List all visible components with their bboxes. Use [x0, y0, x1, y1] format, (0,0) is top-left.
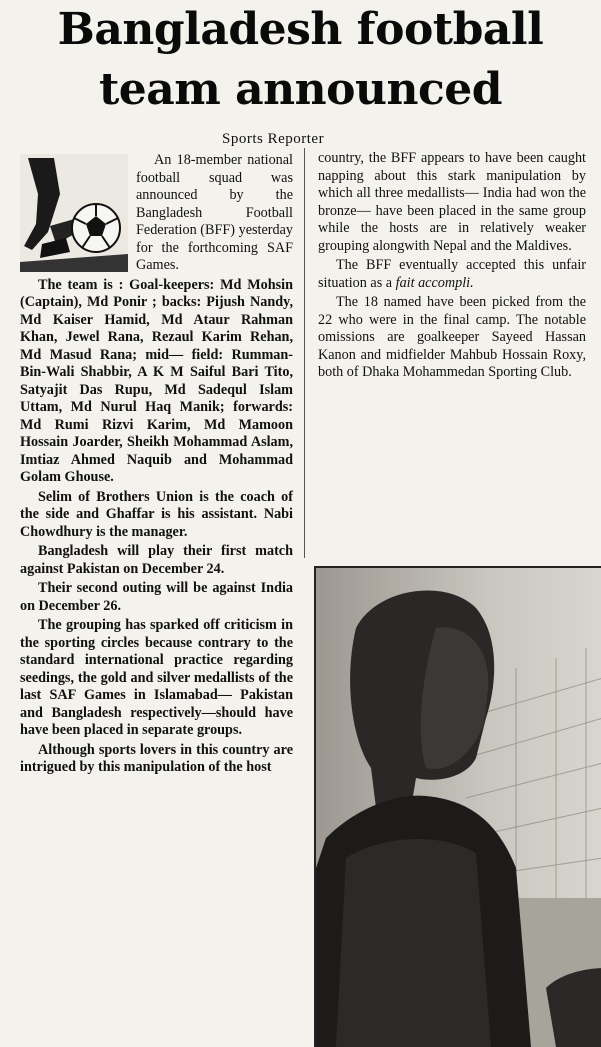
football-kick-icon: [20, 154, 128, 272]
article-column-1: [20, 152, 293, 777]
paragraph-sports-lovers: Although sports lovers in this country are intrigued by this manipulation of the host: [20, 741, 293, 775]
headline-line-1: Bangladesh football: [57, 4, 544, 55]
headline: [0, 0, 601, 120]
paragraph-first-match: Bangladesh will play their first match against Pakistan on December 24.: [20, 543, 293, 577]
paragraph-team-list: The team is : Goal-keepers: Md Mohsin (Captain), Md Ponir ; backs: Pijush Nandy, Md Kaiser Hamid, Md Ataur Rahman Khan, Jewel Rana, Rezaul Karim Rehan, Md Masud Rana; mid— field: Rumman-Bin-Wali Shabbir, A K M Saiful Bari Tito, Satyajit Das Rupu, Md Sadequl Islam Uttam, Md Nurul Haq Manik; forwards: Md Rumi Rizvi Karim, Md Mamoon Hossain Joarder, Sheikh Mohammad Aslam, Imtiaz Ahmed Naquib and Mohammad Golam Ghouse.: [20, 276, 293, 485]
column-divider: [304, 148, 305, 558]
fait-accompli-text: The BFF eventually accepted this unfair situation as a: [318, 257, 586, 291]
headline-line-2: team announced: [98, 64, 503, 115]
fait-accompli-italic: fait accompli.: [395, 274, 474, 291]
byline: Sports Reporter: [222, 131, 325, 147]
paragraph-coach: Selim of Brothers Union is the coach of the side and Ghaffar is his assistant. Nabi Chowdhury is the manager.: [20, 488, 293, 540]
article-column-2: [318, 150, 586, 382]
paragraph-grouping: The grouping has sparked off criticism in the sporting circles because contrary to the standard international practice regarding seedings, the gold and silver medallists of the last SAF Games in Islamabad— Pakistan and Bangladesh respectively—should have have been placed in separate groups.: [20, 617, 293, 738]
paragraph-intro: An 18-member national football squad was announced by the Bangladesh Football Federation (BFF) yesterday for the forthcoming SAF Games.: [136, 152, 293, 273]
paragraph-fait-accompli: [318, 257, 586, 292]
player-portrait-photo: [314, 566, 601, 1047]
paragraph-bff-napping: country, the BFF appears to have been caught napping about this stark manipulation by which all three medallists— India had won the bronze— have been placed in the same group while the hosts are in relatively weaker grouping alongwith Nepal and the Maldives.: [318, 150, 586, 254]
paragraph-second-match: Their second outing will be against India on December 26.: [20, 580, 293, 614]
paragraph-omissions: The 18 named have been picked from the 22 who were in the final camp. The notable omissions are goalkeeper Sayeed Hassan Kanon and midfielder Mahbub Hossain Roxy, both of Dhaka Mohammedan Sporting Club.: [318, 294, 586, 380]
